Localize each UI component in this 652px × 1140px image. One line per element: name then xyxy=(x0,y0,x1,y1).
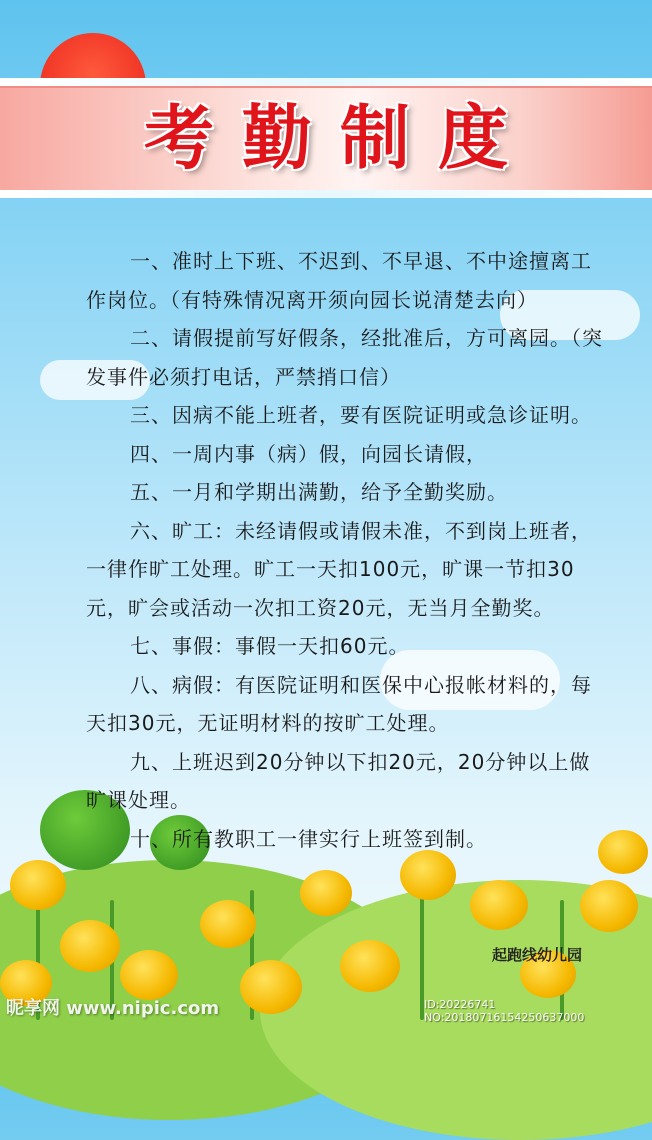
watermark-id: ID:20226741 NO:20180716154250637000 xyxy=(424,998,585,1024)
flower-decoration xyxy=(300,870,352,916)
rules-list xyxy=(86,242,606,858)
rule-item: 四、一周内事（病）假，向园长请假， xyxy=(130,441,487,466)
flower-decoration xyxy=(470,880,528,930)
banner-stripe-top xyxy=(0,78,652,86)
banner-stripe-bottom xyxy=(0,190,652,198)
kindergarten-signature: 起跑线幼儿园 xyxy=(492,946,583,964)
rule-item: 三、因病不能上班者，要有医院证明或急诊证明。 xyxy=(130,403,592,427)
rule-item: 七、事假：事假一天扣60元。 xyxy=(130,634,410,658)
rule-item: 一、准时上下班、不迟到、不早退、不中途擅离工作岗位。（有特殊情况离开须向园长说清楚去向） xyxy=(86,249,592,312)
rule-item: 五、一月和学期出满勤，给予全勤奖励。 xyxy=(130,480,508,504)
page-title: 考勤制度 xyxy=(144,96,536,179)
flower-decoration xyxy=(240,960,302,1014)
watermark-site: 昵享网 www.nipic.com xyxy=(6,998,220,1019)
flower-decoration xyxy=(60,920,120,972)
flower-decoration xyxy=(580,880,638,932)
rule-item: 八、病假：有医院证明和医保中心报帐材料的，每天扣30元，无证明材料的按旷工处理。 xyxy=(86,672,592,735)
rule-item: 六、旷工：未经请假或请假未准，不到岗上班者，一律作旷工处理。旷工一天扣100元，旷课一节扣30元，旷会或活动一次扣工资20元，无当月全勤奖。 xyxy=(86,518,592,620)
flower-decoration xyxy=(200,900,256,948)
rule-item: 十、所有教职工一律实行上班签到制。 xyxy=(130,826,487,851)
rule-item: 九、上班迟到20分钟以下扣20元，20分钟以上做旷课处理。 xyxy=(86,749,591,812)
flower-decoration xyxy=(10,860,66,910)
flower-decoration xyxy=(340,940,400,992)
flower-decoration xyxy=(120,950,178,1000)
rule-item: 二、请假提前写好假条，经批准后，方可离园。（突发事件必须打电话，严禁捎口信） xyxy=(86,326,603,389)
